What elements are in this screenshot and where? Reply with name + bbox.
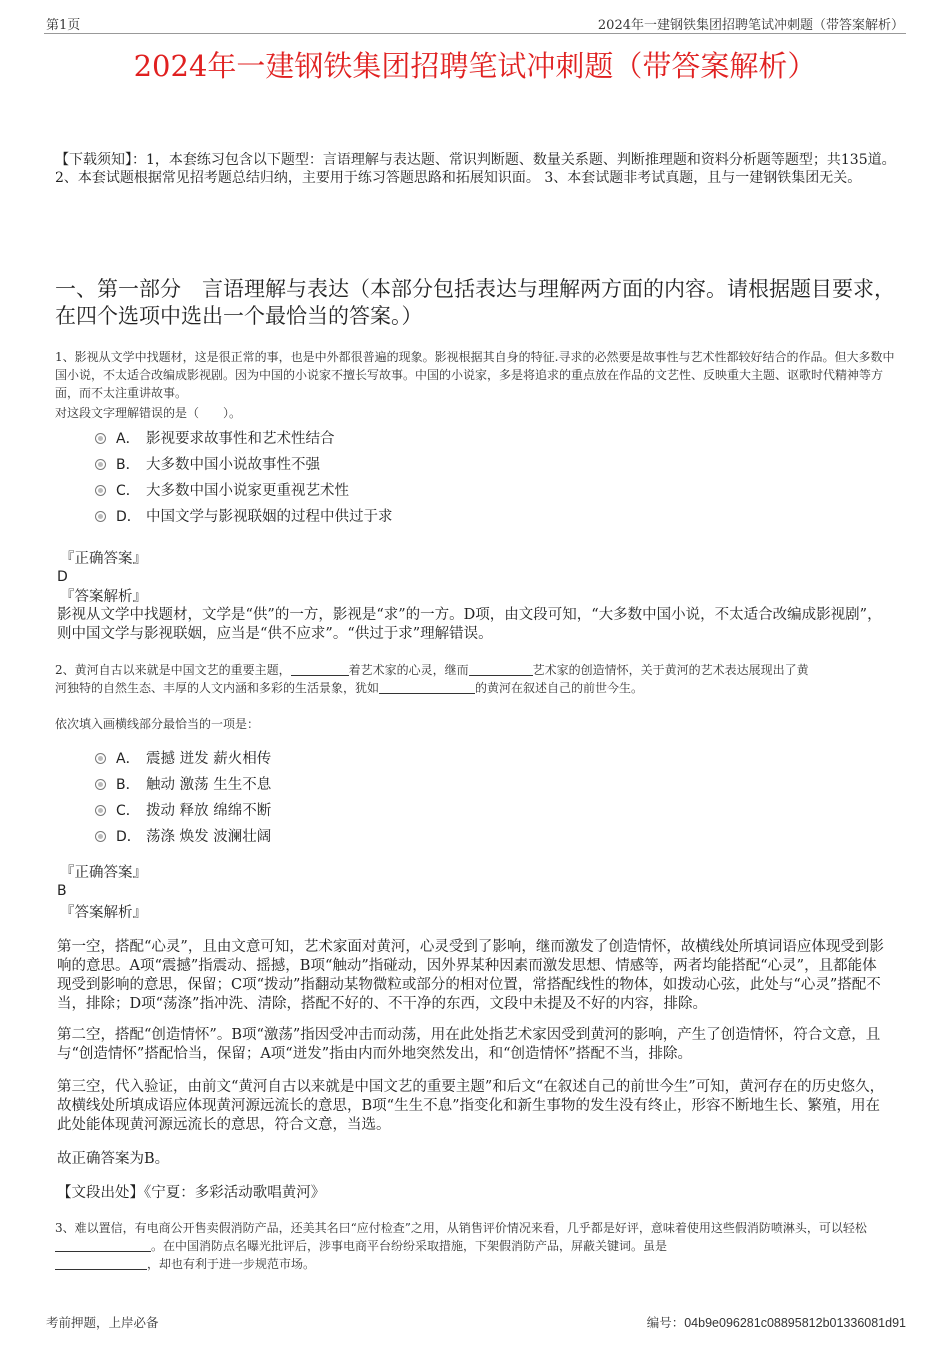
fill-blank (55, 1239, 151, 1252)
q1-option-b[interactable]: B． 大多数中国小说故事性不强 (95, 455, 320, 475)
fill-blank (469, 663, 533, 676)
header-divider (44, 33, 906, 34)
question-3-stem: 3、难以置信，有电商公开售卖假消防产品，还美其名曰“应付检查”之用，从销售评价情况来看，几乎都是好评，意味着使用这些假消防喷淋头，可以轻松。在中国消防点名曝光批评后，涉事电商平台纷纷采取措施，下架假消防产品，屏蔽关键词。虽是 ，却也有利于进一步规范市场。 (55, 1221, 867, 1271)
fill-blank (55, 1257, 147, 1270)
q2-answer-label: 『正确答案』 (60, 865, 147, 881)
q1-option-d[interactable]: D． 中国文学与影视联姻的过程中供过于求 (95, 507, 393, 527)
q2-analysis-para-3: 第三空，代入验证，由前文“黄河自古以来就是中国文艺的重要主题”和后文“在叙述自己的前世今生”可知，黄河存在的历史悠久，故横线处所填成语应体现黄河源远流长的意思，B项“生生不息”指变化和新生事物的发生没有终止，形容不断地生长、繁殖，用在此处能体现黄河源远流长的意思，符合文意，当选。 (57, 1079, 885, 1133)
q1-analysis: 影视从文学中找题材，文学是“供”的一方，影视是“求”的一方。D项，由文段可知，“大多数中国小说，不太适合改编成影视剧”，则中国文学与影视联姻，应当是“供不应求”。“供过于求”理解错误。 (57, 607, 882, 642)
footer-doc-code: 编号：04b9e096281c08895812b01336081d91 (646, 1315, 906, 1330)
q2-source: 【文段出处】《宁夏：多彩活动歌唱黄河》 (57, 1185, 326, 1201)
fill-blank (379, 681, 475, 694)
radio-icon[interactable] (95, 511, 106, 522)
question-1-stem: 1、影视从文学中找题材，这是很正常的事，也是中外都很普遍的现象。影视根据其自身的特征.寻求的必然要是故事性与艺术性都较好结合的作品。但大多数中国小说，不太适合改编成影视剧。因为中国的小说家不擅长写故事。中国的小说家，多是将追求的重点放在作品的文艺性、反映重大主题、讴歌时代精神等方面，而不太注重讲故事。 (55, 350, 895, 400)
radio-icon[interactable] (95, 485, 106, 496)
page-number: 第1页 (46, 18, 81, 33)
question-2-stem: 2、黄河自古以来就是中国文艺的重要主题， 着艺术家的心灵，继而 艺术家的创造情怀，关于黄河的艺术表达展现出了黄 河独特的自然生态、丰厚的人文内涵和多彩的生活景象，犹如 的黄河在叙述自己的前世今生。 (55, 663, 809, 695)
page-title: 2024年一建钢铁集团招聘笔试冲刺题（带答案解析） (133, 49, 817, 83)
radio-icon[interactable] (95, 459, 106, 470)
fill-blank (291, 663, 349, 676)
section-heading: 一、第一部分 言语理解与表达（本部分包括表达与理解两方面的内容。请根据题目要求，在四个选项中选出一个最恰当的答案。） (55, 277, 895, 328)
q2-analysis-para-1: 第一空，搭配“心灵”，且由文意可知，艺术家面对黄河，心灵受到了影响，继而激发了创造情怀，故横线处所填词语应体现受到影响的意思。A项“震撼”指震动、摇撼，B项“触动”指碰动，因外界某种因素而激发思想、情感等，两者均能搭配“心灵”，且都能体现受到影响的意思，保留；C项“拨动”指翻动某物微粒或部分的相对位置，常搭配线性的物体，如拨动心弦，此处与“心灵”搭配不当，排除；D项“荡涤”指冲洗、清除，搭配不好的、不干净的东西，文段中未提及不好的内容，排除。 (57, 939, 884, 1012)
q1-option-a[interactable]: A． 影视要求故事性和艺术性结合 (95, 429, 335, 449)
question-1-prompt: 对这段文字理解错误的是（ ）。 (55, 406, 242, 420)
q1-option-c[interactable]: C． 大多数中国小说家更重视艺术性 (95, 481, 349, 501)
download-notice: 【下载须知】：1，本套练习包含以下题型：言语理解与表达题、常识判断题、数量关系题、判断推理题和资料分析题等题型；共135道。 2、本套试题根据常见招考题总结归纳，主要用于练习答题思路和拓展知识面。 3、本套试题非考试真题，且与一建钢铁集团无关。 (55, 152, 896, 186)
header-doc-title: 2024年一建钢铁集团招聘笔试冲刺题（带答案解析） (597, 18, 904, 33)
q2-option-c[interactable]: C． 拨动 释放 绵绵不断 (95, 801, 271, 821)
q2-conclusion: 故正确答案为B。 (57, 1151, 170, 1167)
q2-analysis-label: 『答案解析』 (60, 905, 147, 921)
q1-analysis-label: 『答案解析』 (60, 589, 147, 605)
q2-analysis-para-2: 第二空，搭配“创造情怀”。B项“激荡”指因受冲击而动荡，用在此处指艺术家因受到黄河的影响，产生了创造情怀，符合文意，且与“创造情怀”搭配恰当，保留；A项“迸发”指由内而外地突然发出，和“创造情怀”搭配不当，排除。 (57, 1027, 881, 1062)
radio-icon[interactable] (95, 779, 106, 790)
q1-answer: D (57, 569, 68, 585)
radio-icon[interactable] (95, 433, 106, 444)
q2-answer: B (57, 883, 67, 899)
q1-answer-label: 『正确答案』 (60, 551, 147, 567)
radio-icon[interactable] (95, 831, 106, 842)
question-2-prompt: 依次填入画横线部分最恰当的一项是： (55, 717, 260, 731)
footer-slogan: 考前押题，上岸必备 (46, 1315, 159, 1330)
radio-icon[interactable] (95, 805, 106, 816)
q2-option-b[interactable]: B． 触动 激荡 生生不息 (95, 775, 271, 795)
q2-option-d[interactable]: D． 荡涤 焕发 波澜壮阔 (95, 827, 271, 847)
q2-option-a[interactable]: A． 震撼 迸发 薪火相传 (95, 749, 271, 769)
radio-icon[interactable] (95, 753, 106, 764)
